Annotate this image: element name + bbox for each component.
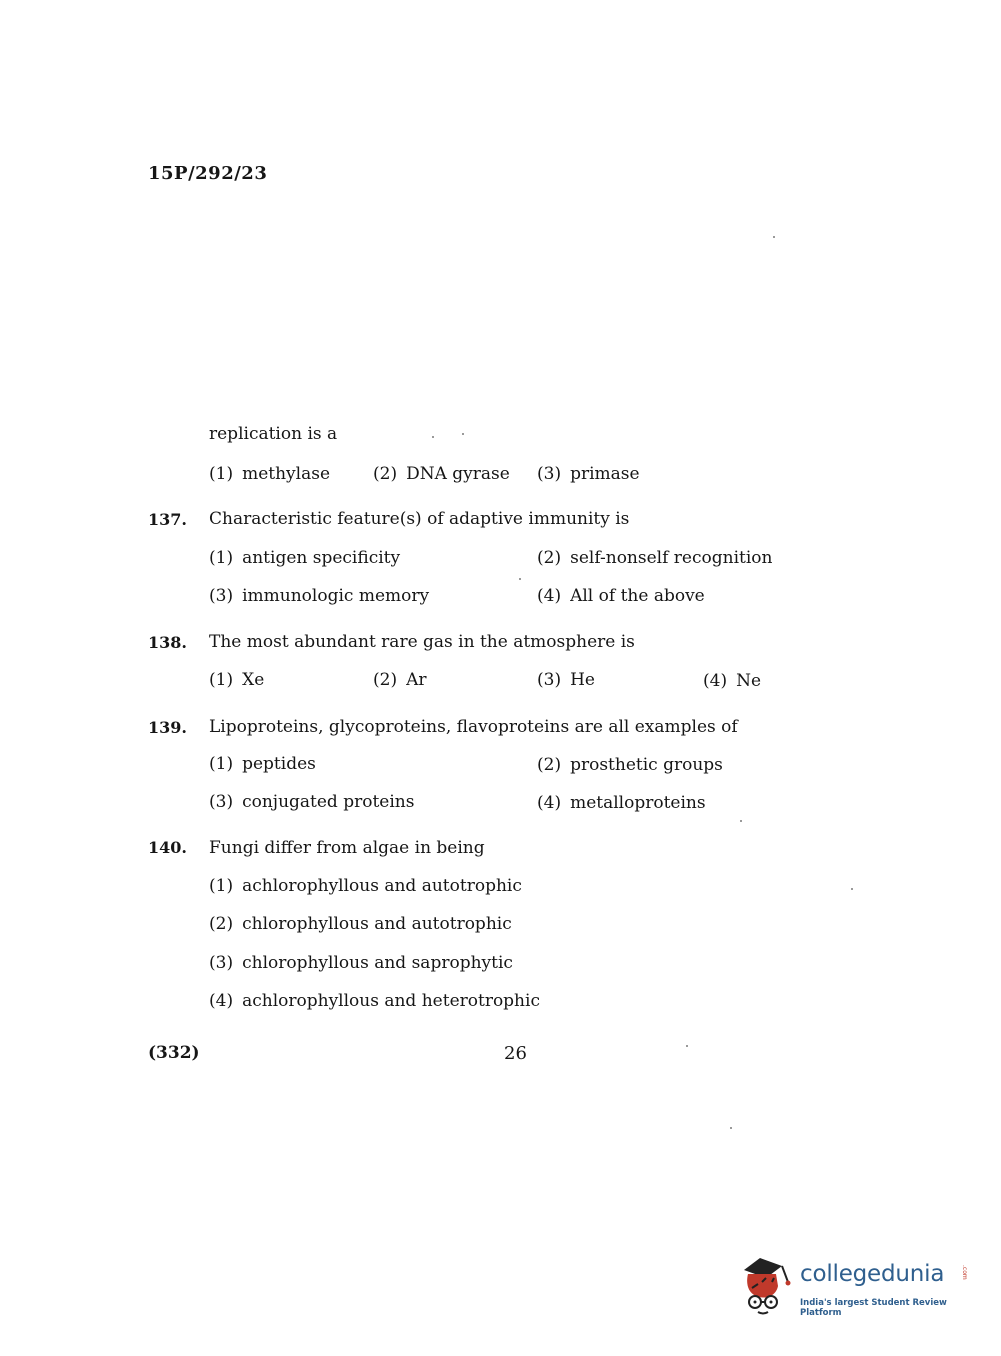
option-number: (2) bbox=[537, 548, 562, 568]
question-140-number: 140. bbox=[148, 838, 187, 857]
option-number: (2) bbox=[209, 914, 234, 934]
option-text: Ne bbox=[736, 671, 762, 691]
option-number: (1) bbox=[209, 876, 234, 896]
scan-speck bbox=[432, 436, 434, 438]
q138-option-1 bbox=[209, 670, 264, 690]
q138-option-3 bbox=[537, 670, 595, 690]
collegedunia-watermark bbox=[742, 1248, 972, 1318]
option-text: DNA gyrase bbox=[406, 464, 510, 484]
q137-option-4 bbox=[537, 586, 705, 606]
scan-speck bbox=[773, 236, 775, 238]
option-number: (4) bbox=[703, 671, 728, 691]
option-text: self-nonself recognition bbox=[570, 548, 773, 568]
scan-speck bbox=[851, 888, 853, 890]
question-136-stem-tail: replication is a bbox=[209, 424, 338, 444]
option-text: He bbox=[570, 670, 595, 690]
option-text: achlorophyllous and autotrophic bbox=[242, 876, 522, 896]
q139-option-3 bbox=[209, 792, 414, 812]
option-text: chlorophyllous and saprophytic bbox=[242, 953, 513, 973]
option-text: immunologic memory bbox=[242, 586, 430, 606]
booklet-code: (332) bbox=[148, 1043, 200, 1063]
q136-option-2 bbox=[373, 464, 510, 484]
q138-option-2 bbox=[373, 670, 427, 690]
q140-option-3 bbox=[209, 953, 513, 973]
page-number: 26 bbox=[504, 1043, 527, 1064]
paper-code: 15P/292/23 bbox=[148, 163, 268, 184]
question-137-text: Characteristic feature(s) of adaptive immunity is bbox=[209, 509, 630, 529]
q139-option-1 bbox=[209, 754, 316, 774]
option-number: (1) bbox=[209, 464, 234, 484]
option-number: (4) bbox=[537, 586, 562, 606]
option-text: conjugated proteins bbox=[242, 792, 415, 812]
option-number: (3) bbox=[209, 953, 234, 973]
option-number: (4) bbox=[537, 793, 562, 813]
option-text: peptides bbox=[242, 754, 316, 774]
scan-speck bbox=[519, 578, 521, 580]
q139-option-4 bbox=[537, 793, 706, 813]
scan-speck bbox=[686, 1045, 688, 1047]
option-text: Ar bbox=[406, 670, 427, 690]
option-number: (3) bbox=[537, 464, 562, 484]
option-text: primase bbox=[570, 464, 640, 484]
question-137-number: 137. bbox=[148, 510, 187, 529]
option-text: All of the above bbox=[570, 586, 705, 606]
q140-option-1 bbox=[209, 876, 522, 896]
brand-name: collegedunia bbox=[800, 1261, 945, 1287]
q137-option-2 bbox=[537, 548, 772, 568]
option-number: (2) bbox=[537, 755, 562, 775]
q140-option-2 bbox=[209, 914, 512, 934]
option-text: achlorophyllous and heterotrophic bbox=[242, 991, 540, 1011]
option-text: metalloproteins bbox=[570, 793, 706, 813]
option-number: (3) bbox=[209, 586, 234, 606]
scan-speck bbox=[462, 433, 464, 435]
option-text: antigen specificity bbox=[242, 548, 401, 568]
q136-option-1 bbox=[209, 464, 330, 484]
question-140-text: Fungi differ from algae in being bbox=[209, 838, 485, 858]
option-text: prosthetic groups bbox=[570, 755, 723, 775]
option-number: (1) bbox=[209, 754, 234, 774]
question-139-text: Lipoproteins, glycoproteins, flavoproteins are all examples of bbox=[209, 717, 738, 737]
option-number: (1) bbox=[209, 670, 234, 690]
option-number: (1) bbox=[209, 548, 234, 568]
q136-option-3 bbox=[537, 464, 640, 484]
q137-option-1 bbox=[209, 548, 400, 568]
option-text: methylase bbox=[242, 464, 331, 484]
option-number: (3) bbox=[537, 670, 562, 690]
question-138-number: 138. bbox=[148, 633, 187, 652]
question-138-text: The most abundant rare gas in the atmosphere is bbox=[209, 632, 635, 652]
option-number: (2) bbox=[373, 670, 398, 690]
question-139-number: 139. bbox=[148, 718, 187, 737]
mascot-logo-icon bbox=[742, 1248, 798, 1318]
brand-suffix: .com bbox=[961, 1265, 968, 1280]
brand-tagline: India's largest Student Review Platform bbox=[800, 1298, 947, 1318]
scan-speck bbox=[740, 820, 742, 822]
option-text: chlorophyllous and autotrophic bbox=[242, 914, 512, 934]
option-number: (4) bbox=[209, 991, 234, 1011]
option-number: (2) bbox=[373, 464, 398, 484]
option-text: Xe bbox=[242, 670, 265, 690]
option-number: (3) bbox=[209, 792, 234, 812]
q137-option-3 bbox=[209, 586, 429, 606]
q138-option-4 bbox=[703, 671, 761, 691]
q139-option-2 bbox=[537, 755, 723, 775]
q140-option-4 bbox=[209, 991, 540, 1011]
scan-speck bbox=[730, 1127, 732, 1129]
